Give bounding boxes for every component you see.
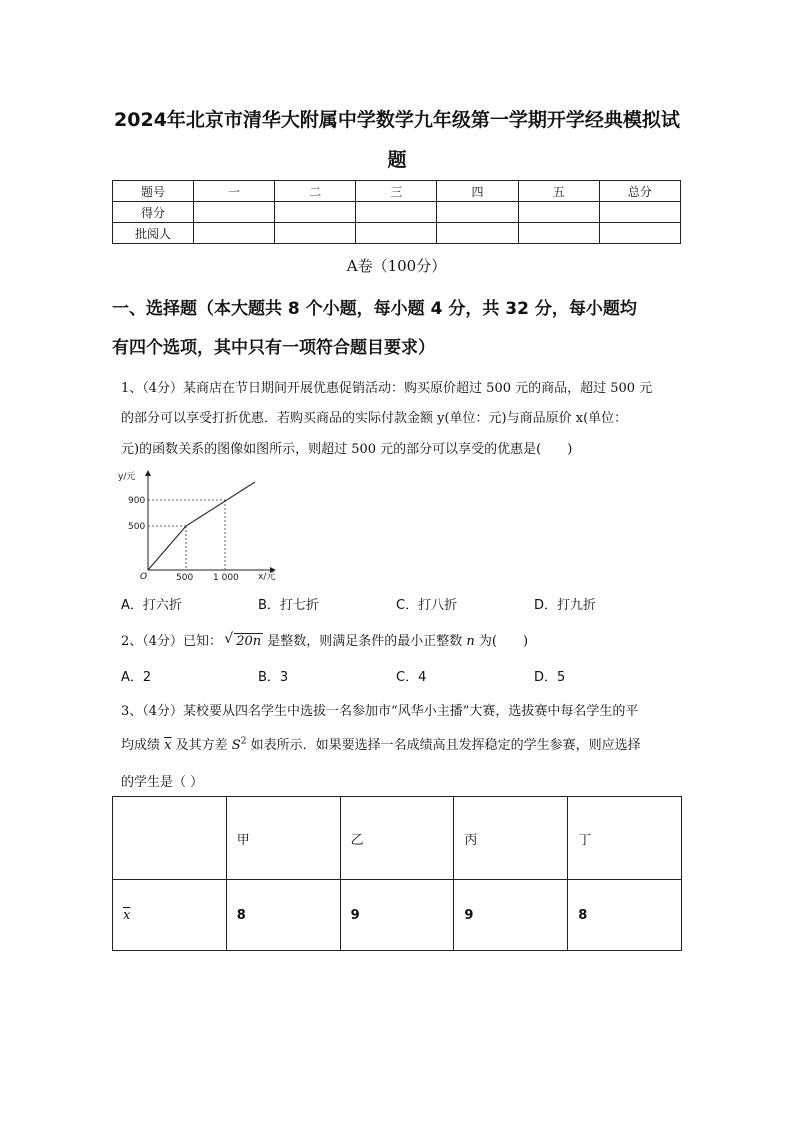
q3-mean-value: 8 (226, 880, 340, 951)
variance-symbol: S (231, 738, 241, 753)
score-header-cell: 总分 (599, 181, 680, 202)
score-cell[interactable] (518, 202, 599, 223)
score-cell[interactable] (356, 202, 437, 223)
y-axis-arrow-icon (145, 470, 151, 476)
x-axis-label: x/元 (258, 572, 276, 582)
x-tick-label: 1 000 (213, 573, 239, 583)
q2-text-line (121, 630, 528, 649)
section-one-heading-continued: 有四个选项，其中只有一项符合题目要求） (112, 338, 435, 358)
q1-text-line: 元)的函数关系的图像如图所示，则超过 500 元的部分可以享受的优惠是( ) (121, 442, 573, 457)
score-table (112, 180, 681, 244)
q3-table-mean-row (113, 880, 682, 951)
y-tick-label: 900 (128, 496, 146, 506)
q2-prefix: 2、（4分）已知： (121, 634, 223, 649)
score-header-cell: 一 (194, 181, 275, 202)
q2-option-c[interactable]: C．4 (396, 670, 427, 685)
q3-header-cell: 乙 (340, 797, 454, 880)
score-cell[interactable] (437, 202, 518, 223)
q3-mean-value: 9 (340, 880, 454, 951)
y-tick-label: 500 (128, 522, 146, 532)
section-a-heading: A卷（100分） (346, 257, 447, 275)
page-title: 2024年北京市清华大附属中学数学九年级第一学期开学经典模拟试 (114, 109, 680, 131)
q1-text-line: 1、（4分）某商店在节日期间开展优惠促销活动：购买原价超过 500 元的商品，超过 500 元 (121, 381, 653, 396)
q1-option-a[interactable]: A．打六折 (121, 598, 182, 613)
q3-text-part: 如表所示．如果要选择一名成绩高且发挥稳定的学生参赛，则应选择 (250, 738, 641, 753)
reviewer-cell[interactable] (356, 223, 437, 244)
q1-text-line: 的部分可以享受打折优惠．若购买商品的实际付款金额 y(单位：元)与商品原价 x(单位： (121, 411, 628, 426)
score-cell[interactable] (275, 202, 356, 223)
q2-option-d[interactable]: D．5 (534, 670, 566, 685)
q2-option-a[interactable]: A．2 (121, 670, 152, 685)
q3-text-line: 的学生是（ ） (121, 775, 204, 790)
q2-variable: n (466, 634, 475, 649)
score-cell[interactable] (194, 202, 275, 223)
score-cell[interactable] (599, 202, 680, 223)
page-title-continued: 题 (387, 149, 407, 171)
x-tick-label: 500 (176, 573, 194, 583)
reviewer-cell[interactable] (518, 223, 599, 244)
sqrt-icon: √ (224, 631, 234, 647)
score-table-header-row (113, 181, 681, 202)
mean-symbol: $\overline{x}$ (123, 907, 131, 923)
reviewer-cell[interactable] (599, 223, 680, 244)
q2-suffix: 为( ) (478, 634, 529, 649)
q1-option-c[interactable]: C．打八折 (396, 598, 458, 613)
q3-header-cell (113, 797, 227, 880)
q3-text-line: 3、（4分）某校要从四名学生中选拔一名参加市“风华小主播”大赛，选拔赛中每名学生的平 (121, 704, 639, 719)
reviewer-cell[interactable] (275, 223, 356, 244)
q2-radical (224, 631, 263, 649)
y-axis-label: y/元 (118, 472, 136, 482)
q3-table-header-row (113, 797, 682, 880)
q3-header-cell: 甲 (226, 797, 340, 880)
q3-text-line (121, 734, 641, 753)
q3-mean-value: 8 (568, 880, 682, 951)
mean-symbol: $\overline{x}$ (164, 738, 172, 753)
q3-mean-label (113, 880, 227, 951)
score-header-cell: 四 (437, 181, 518, 202)
score-header-cell: 二 (275, 181, 356, 202)
q3-mean-value: 9 (454, 880, 568, 951)
q1-option-d[interactable]: D．打九折 (534, 598, 597, 613)
reviewer-cell[interactable] (194, 223, 275, 244)
q2-option-b[interactable]: B．3 (258, 670, 289, 685)
origin-label: O (140, 572, 148, 582)
score-header-cell: 题号 (113, 181, 194, 202)
reviewer-row (113, 223, 681, 244)
score-header-cell: 五 (518, 181, 599, 202)
q3-text-part: 及其方差 (175, 738, 228, 753)
q3-header-cell: 丙 (454, 797, 568, 880)
reviewer-cell[interactable] (437, 223, 518, 244)
q1-function-graph (112, 462, 292, 584)
score-header-cell: 三 (356, 181, 437, 202)
q2-radicand: 20n (236, 634, 262, 649)
q1-option-b[interactable]: B．打七折 (258, 598, 319, 613)
score-row (113, 202, 681, 223)
reviewer-row-label: 批阅人 (113, 223, 194, 244)
variance-power: 2 (240, 736, 247, 747)
q3-header-cell: 丁 (568, 797, 682, 880)
score-row-label: 得分 (113, 202, 194, 223)
q3-text-part: 均成绩 (121, 738, 161, 753)
q2-middle: 是整数，则满足条件的最小正整数 (267, 634, 463, 649)
q3-data-table (112, 796, 682, 951)
section-one-heading: 一、选择题（本大题共 8 个小题，每小题 4 分，共 32 分，每小题均 (112, 299, 637, 319)
